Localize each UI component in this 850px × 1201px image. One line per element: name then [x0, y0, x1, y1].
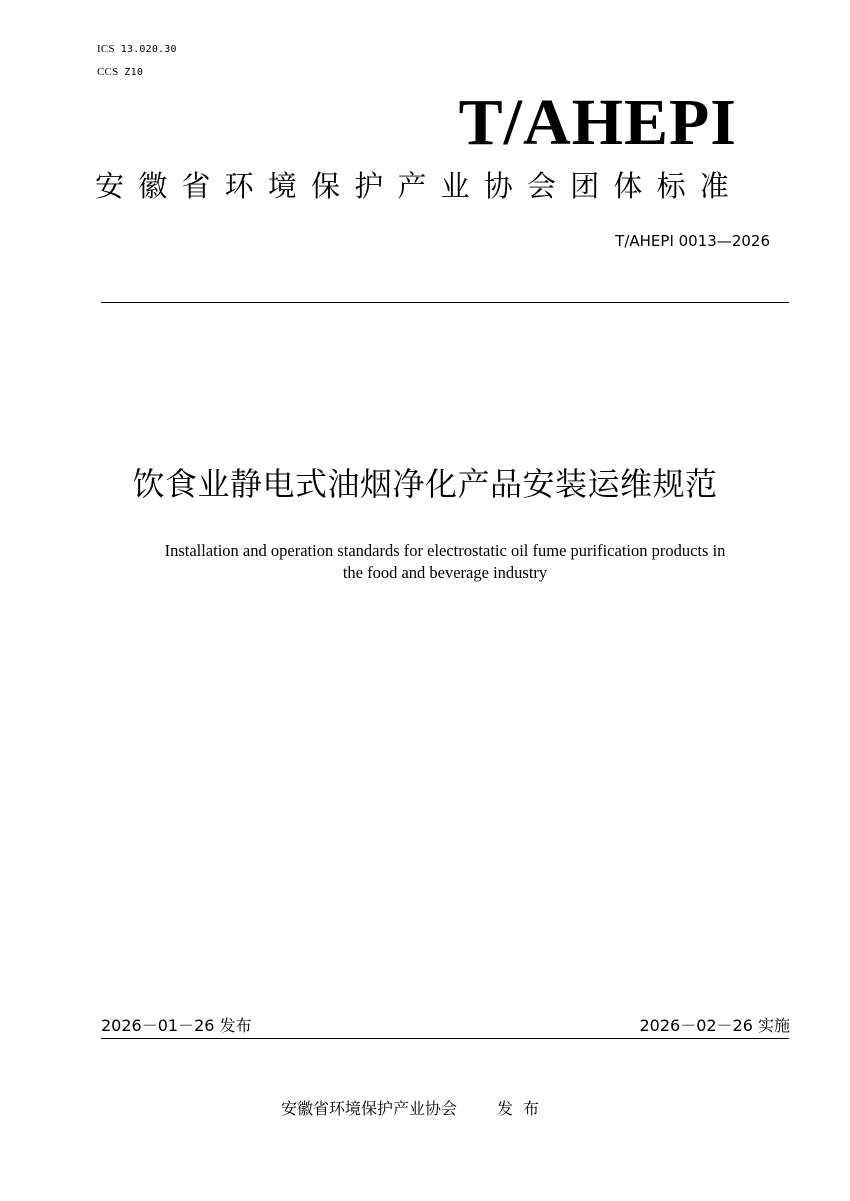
- document-title-chinese: 饮食业静电式油烟净化产品安装运维规范: [132, 465, 718, 503]
- standard-number: T/AHEPI 0013—2026: [615, 232, 770, 250]
- publish-date: 2026－01－26 发布: [101, 1016, 252, 1035]
- implement-date: 2026－02－26 实施: [639, 1016, 790, 1035]
- bottom-divider: [101, 1038, 789, 1039]
- publisher-action: 发布: [497, 1099, 550, 1118]
- top-divider: [101, 302, 789, 303]
- publisher-name: 安徽省环境保护产业协会: [281, 1099, 458, 1118]
- organization-title: 安徽省环境保护产业协会团体标准: [95, 169, 744, 203]
- ccs-code: Z10: [124, 67, 144, 78]
- english-title-line-1: Installation and operation standards for electrostatic oil fume purification products in: [164, 541, 726, 560]
- publisher-line: [281, 1098, 549, 1120]
- ccs-label: CCS: [97, 66, 119, 78]
- document-title-english: [100, 540, 790, 584]
- standard-logo: T/AHEPI: [458, 86, 737, 159]
- english-title-line-2: the food and beverage industry: [342, 563, 548, 582]
- ics-label: ICS: [97, 43, 115, 55]
- ics-code: 13.020.30: [120, 44, 177, 55]
- ccs-classification: [97, 66, 143, 78]
- ics-classification: [97, 43, 177, 55]
